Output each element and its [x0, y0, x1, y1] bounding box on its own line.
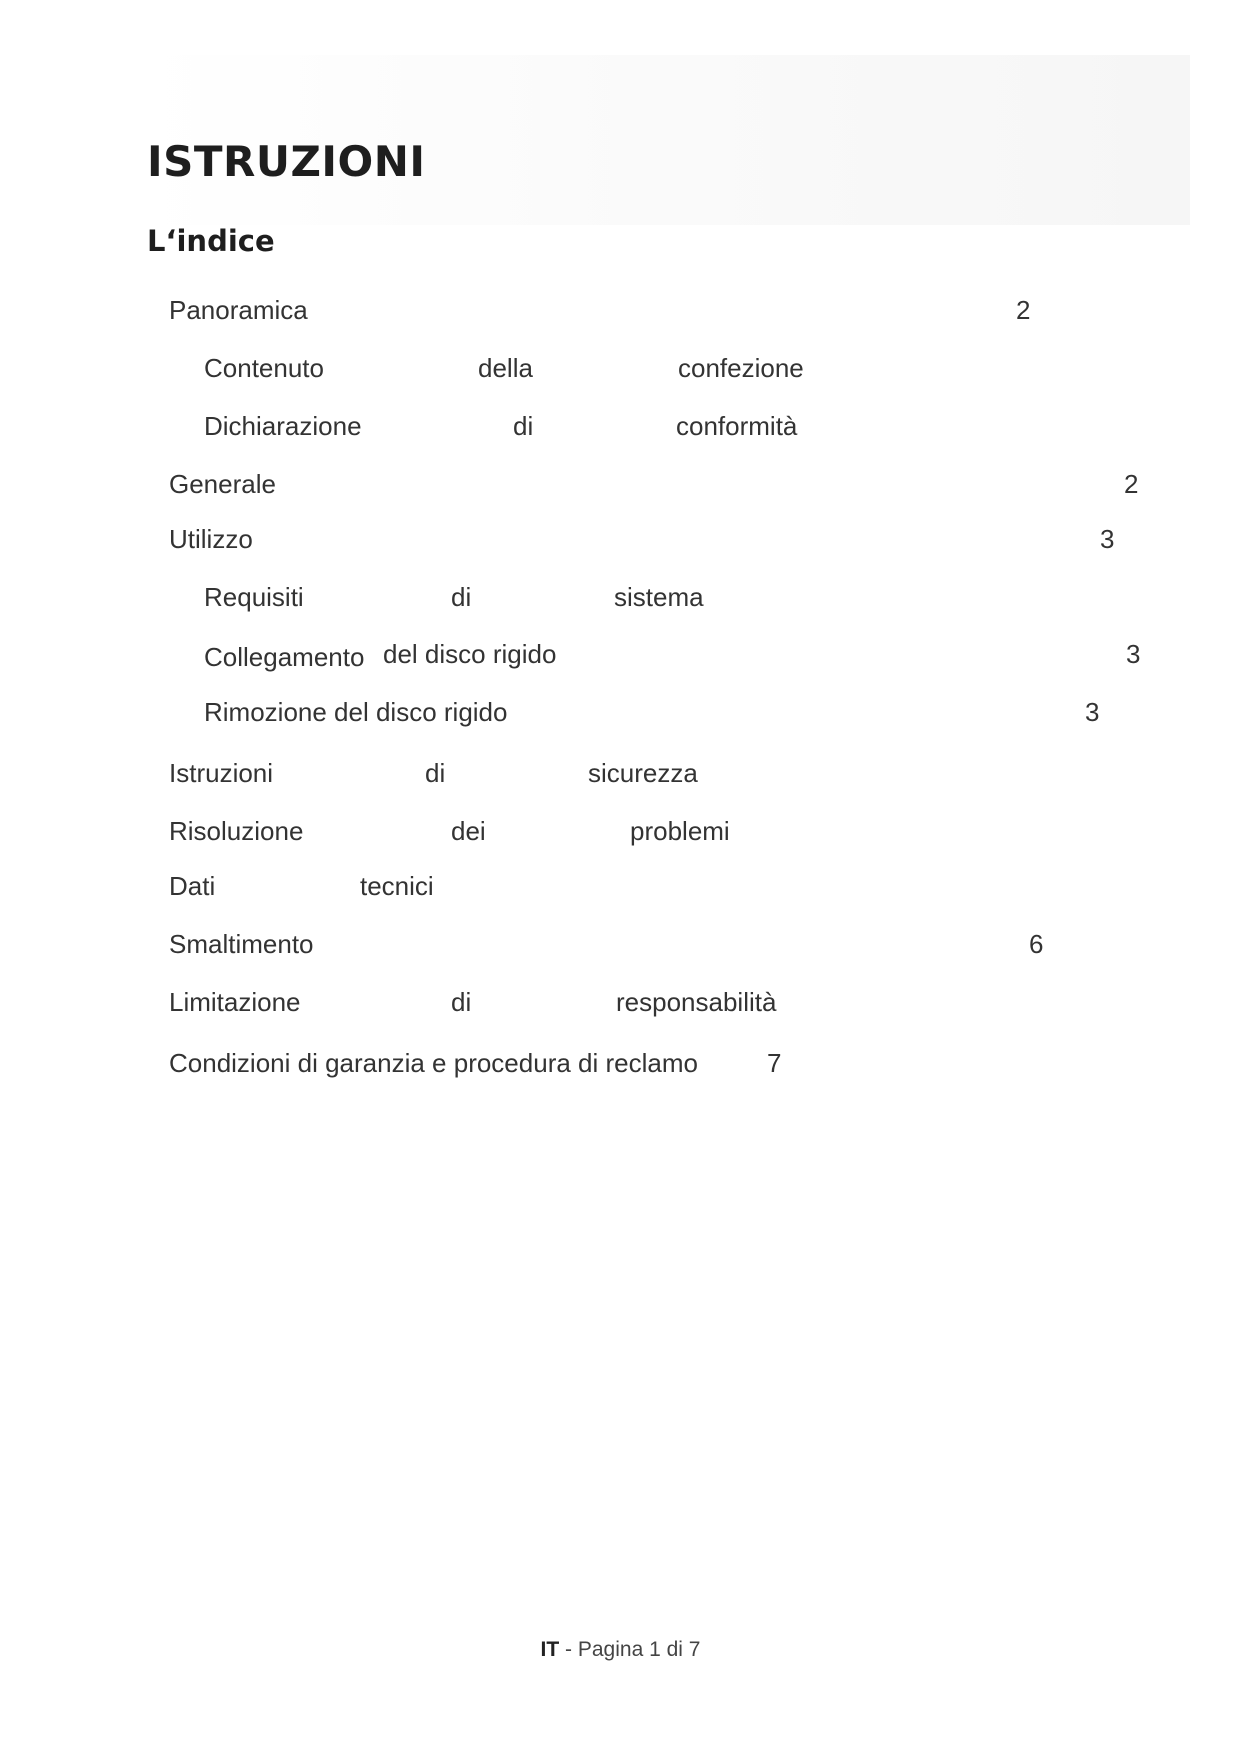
toc-entry-label: Condizioni di garanzia e procedura di reclamo — [169, 1048, 698, 1078]
toc-entry-label: tecnici — [360, 871, 434, 901]
toc-heading: L‘indice — [147, 224, 275, 258]
toc-entry-label: Limitazione — [169, 987, 301, 1017]
toc-entry-label: responsabilità — [616, 987, 777, 1017]
toc-entry-label: Utilizzo — [169, 524, 253, 554]
toc-page-number: 3 — [1100, 524, 1115, 554]
toc-entry-label: Collegamento — [204, 642, 365, 672]
toc-entry-label: confezione — [678, 353, 804, 383]
toc-entry-label: Generale — [169, 469, 276, 499]
footer-page-indicator: - Pagina 1 di 7 — [559, 1638, 701, 1661]
toc-entry-label: Contenuto — [204, 353, 324, 383]
toc-page-number: 2 — [1124, 469, 1139, 499]
toc-entry-label: Panoramica — [169, 295, 308, 325]
toc-entry-label: conformità — [676, 411, 798, 441]
document-title: ISTRUZIONI — [147, 137, 426, 186]
toc-entry-label: Istruzioni — [169, 758, 274, 788]
toc-entry-label: di — [425, 758, 446, 788]
toc-entry-label: Risoluzione — [169, 816, 304, 846]
toc-page-number: 3 — [1085, 697, 1100, 727]
toc-entry-label: del disco rigido — [383, 639, 557, 669]
toc-entry-label: di — [451, 582, 472, 612]
toc-entry-label: della — [478, 353, 533, 383]
toc-entry-label: Dichiarazione — [204, 411, 362, 441]
footer-language-code: IT — [540, 1638, 560, 1661]
toc-entry-label: Requisiti — [204, 582, 304, 612]
toc-page-number: 7 — [767, 1048, 782, 1078]
toc-entry-label: Dati — [169, 871, 216, 901]
toc-page-number: 3 — [1126, 639, 1141, 669]
toc-entry-label: dei — [451, 816, 486, 846]
toc-entry-label: Rimozione del disco rigido — [204, 697, 508, 727]
page-footer — [0, 1636, 1241, 1664]
toc-entry-label: sicurezza — [588, 758, 698, 788]
toc-entry-label: di — [451, 987, 472, 1017]
toc-entry-label: sistema — [614, 582, 704, 612]
toc-entry-label: problemi — [630, 816, 730, 846]
toc-entry-label: Smaltimento — [169, 929, 314, 959]
toc-page-number: 6 — [1029, 929, 1044, 959]
toc-page-number: 2 — [1016, 295, 1031, 325]
toc-entry-label: di — [513, 411, 534, 441]
